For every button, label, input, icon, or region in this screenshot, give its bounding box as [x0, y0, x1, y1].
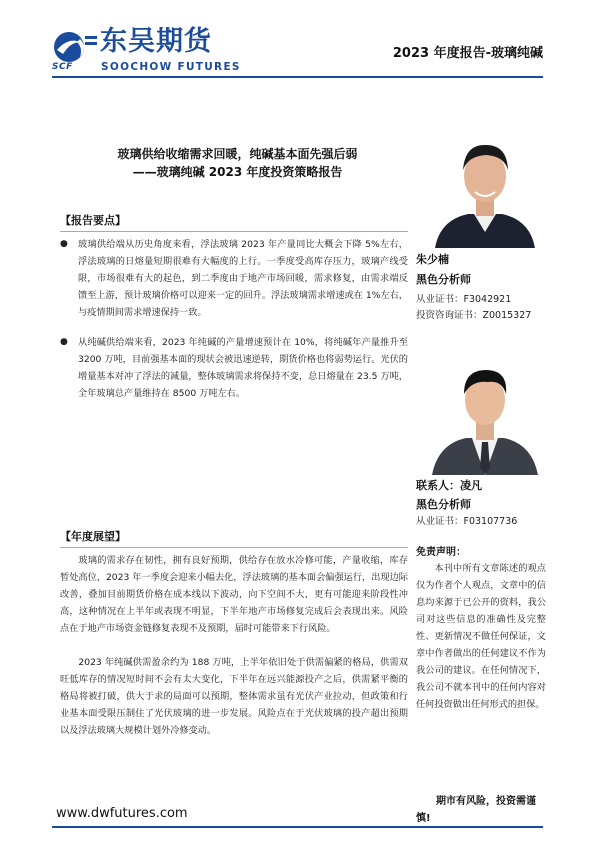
summary-heading: 【报告要点】: [60, 214, 126, 227]
outlook-heading: 【年度展望】: [60, 530, 126, 543]
report-title-line2: ——玻璃纯碱 2023 年度投资策略报告: [132, 165, 343, 179]
contact-photo: [430, 350, 540, 475]
report-tag: 2023 年度报告-玻璃纯碱: [392, 46, 543, 61]
scf-logo-icon: [52, 30, 98, 64]
analyst-license: 从业证书：F3042921: [416, 294, 512, 305]
report-title-line1: 玻璃供给收缩需求回暖，纯碱基本面先强后弱: [117, 147, 358, 161]
analyst-title: 黑色分析师: [416, 273, 471, 286]
website-link[interactable]: www.dwfutures.com: [56, 806, 188, 821]
summary-bullet-text: 从纯碱供给端来看，2023 年纯碱的产量增速预计在 10%，将纯碱年产量推升至 3200 万吨，目前强基本面的现状会被迅速逆转，期货价格也将弱势运行。光伏的增量基本对冲了浮法的减量，整体玻璃需求将保持不变，总日熔量在 23.5 万吨，全年玻璃总产量维持在 8500 万吨左右。: [78, 337, 408, 399]
summary-bullet-text: 玻璃供给端从历史角度来看，浮法玻璃 2023 年产量同比大概会下降 5%左右，浮法玻璃的日熔量短期很难有大幅度的上行。一季度受高库存压力，玻璃产线受限，市场很难有大的起色，到二季度由于地产市场回暖，需求修复，由需求端反馈至上游，预计玻璃价格可以迎来一定的回升。浮法玻璃需求增速或在 1%左右，与疫情期间需求增速保持一致。: [78, 239, 408, 318]
outlook-paragraph: 玻璃的需求存在韧性，拥有良好预期，供给存在放水冷修可能，产量收缩，库存暂处高位，2023 年一季度会迎来小幅去化，浮法玻璃的基本面会偏强运行，出现边际改善，叠加目前期货价格在成本线以下波动，向下空间不大，更有可能迎来阶段性冲高，这种情况在上半年或表现不明显，下半年地产市场修复完成后会表现出来。风险点在于地产市场资金链修复表现不及预期，届时可能带来下行风险。: [60, 555, 408, 634]
analyst-photo: [430, 128, 540, 248]
logo-text-cn: 东吴期货: [100, 26, 212, 57]
logo-abbr: SCF: [52, 62, 73, 72]
contact-name: 联系人：凌凡: [416, 479, 482, 492]
contact-license: 从业证书：F03107736: [416, 516, 518, 527]
logo-text-en: SOOCHOW FUTURES: [101, 61, 241, 73]
analyst-advisory-license: 投资咨询证书：Z0015327: [416, 310, 532, 321]
summary-divider: [60, 231, 408, 232]
contact-title: 黑色分析师: [416, 498, 471, 511]
summary-bullet: [60, 334, 408, 402]
disclaimer-body: 本刊中所有文章陈述的观点仅为作者个人观点，文章中的信息均来源于已公开的资料，我公司对这些信息的准确性及完整性、更新情况不做任何保证，文章中作者做出的任何建议不作为我公司的建议。在任何情况下，我公司不就本刊中的任何内容对任何投资做出任何形式的担保。: [416, 563, 546, 710]
bullet-dot-icon: ●: [60, 239, 68, 249]
summary-bullet: [60, 236, 408, 321]
disclaimer-heading: 免责声明：: [416, 547, 466, 558]
outlook-divider: [60, 547, 408, 548]
analyst-name: 朱少楠: [416, 253, 449, 266]
risk-warning: 期市有风险，投资需谨慎!: [416, 796, 536, 824]
footer-divider: [52, 826, 543, 828]
outlook-paragraph: 2023 年纯碱供需盈余约为 188 万吨，上半年依旧处于供需偏紧的格局，供需双旺低库存的情况短时间不会有太大变化，下半年在远兴能源投产之后，供需紧平衡的格局将被打破，供大于求的局面可以预期，整体需求虽有光伏产业拉动，但政策和行业基本面受限压制住了光伏玻璃的进一步发展。风险点在于光伏玻璃的投产超出预期以及浮法玻璃大规模计划外冷修变动。: [60, 657, 408, 736]
bullet-dot-icon: ●: [60, 337, 68, 347]
header-divider: [52, 76, 543, 78]
